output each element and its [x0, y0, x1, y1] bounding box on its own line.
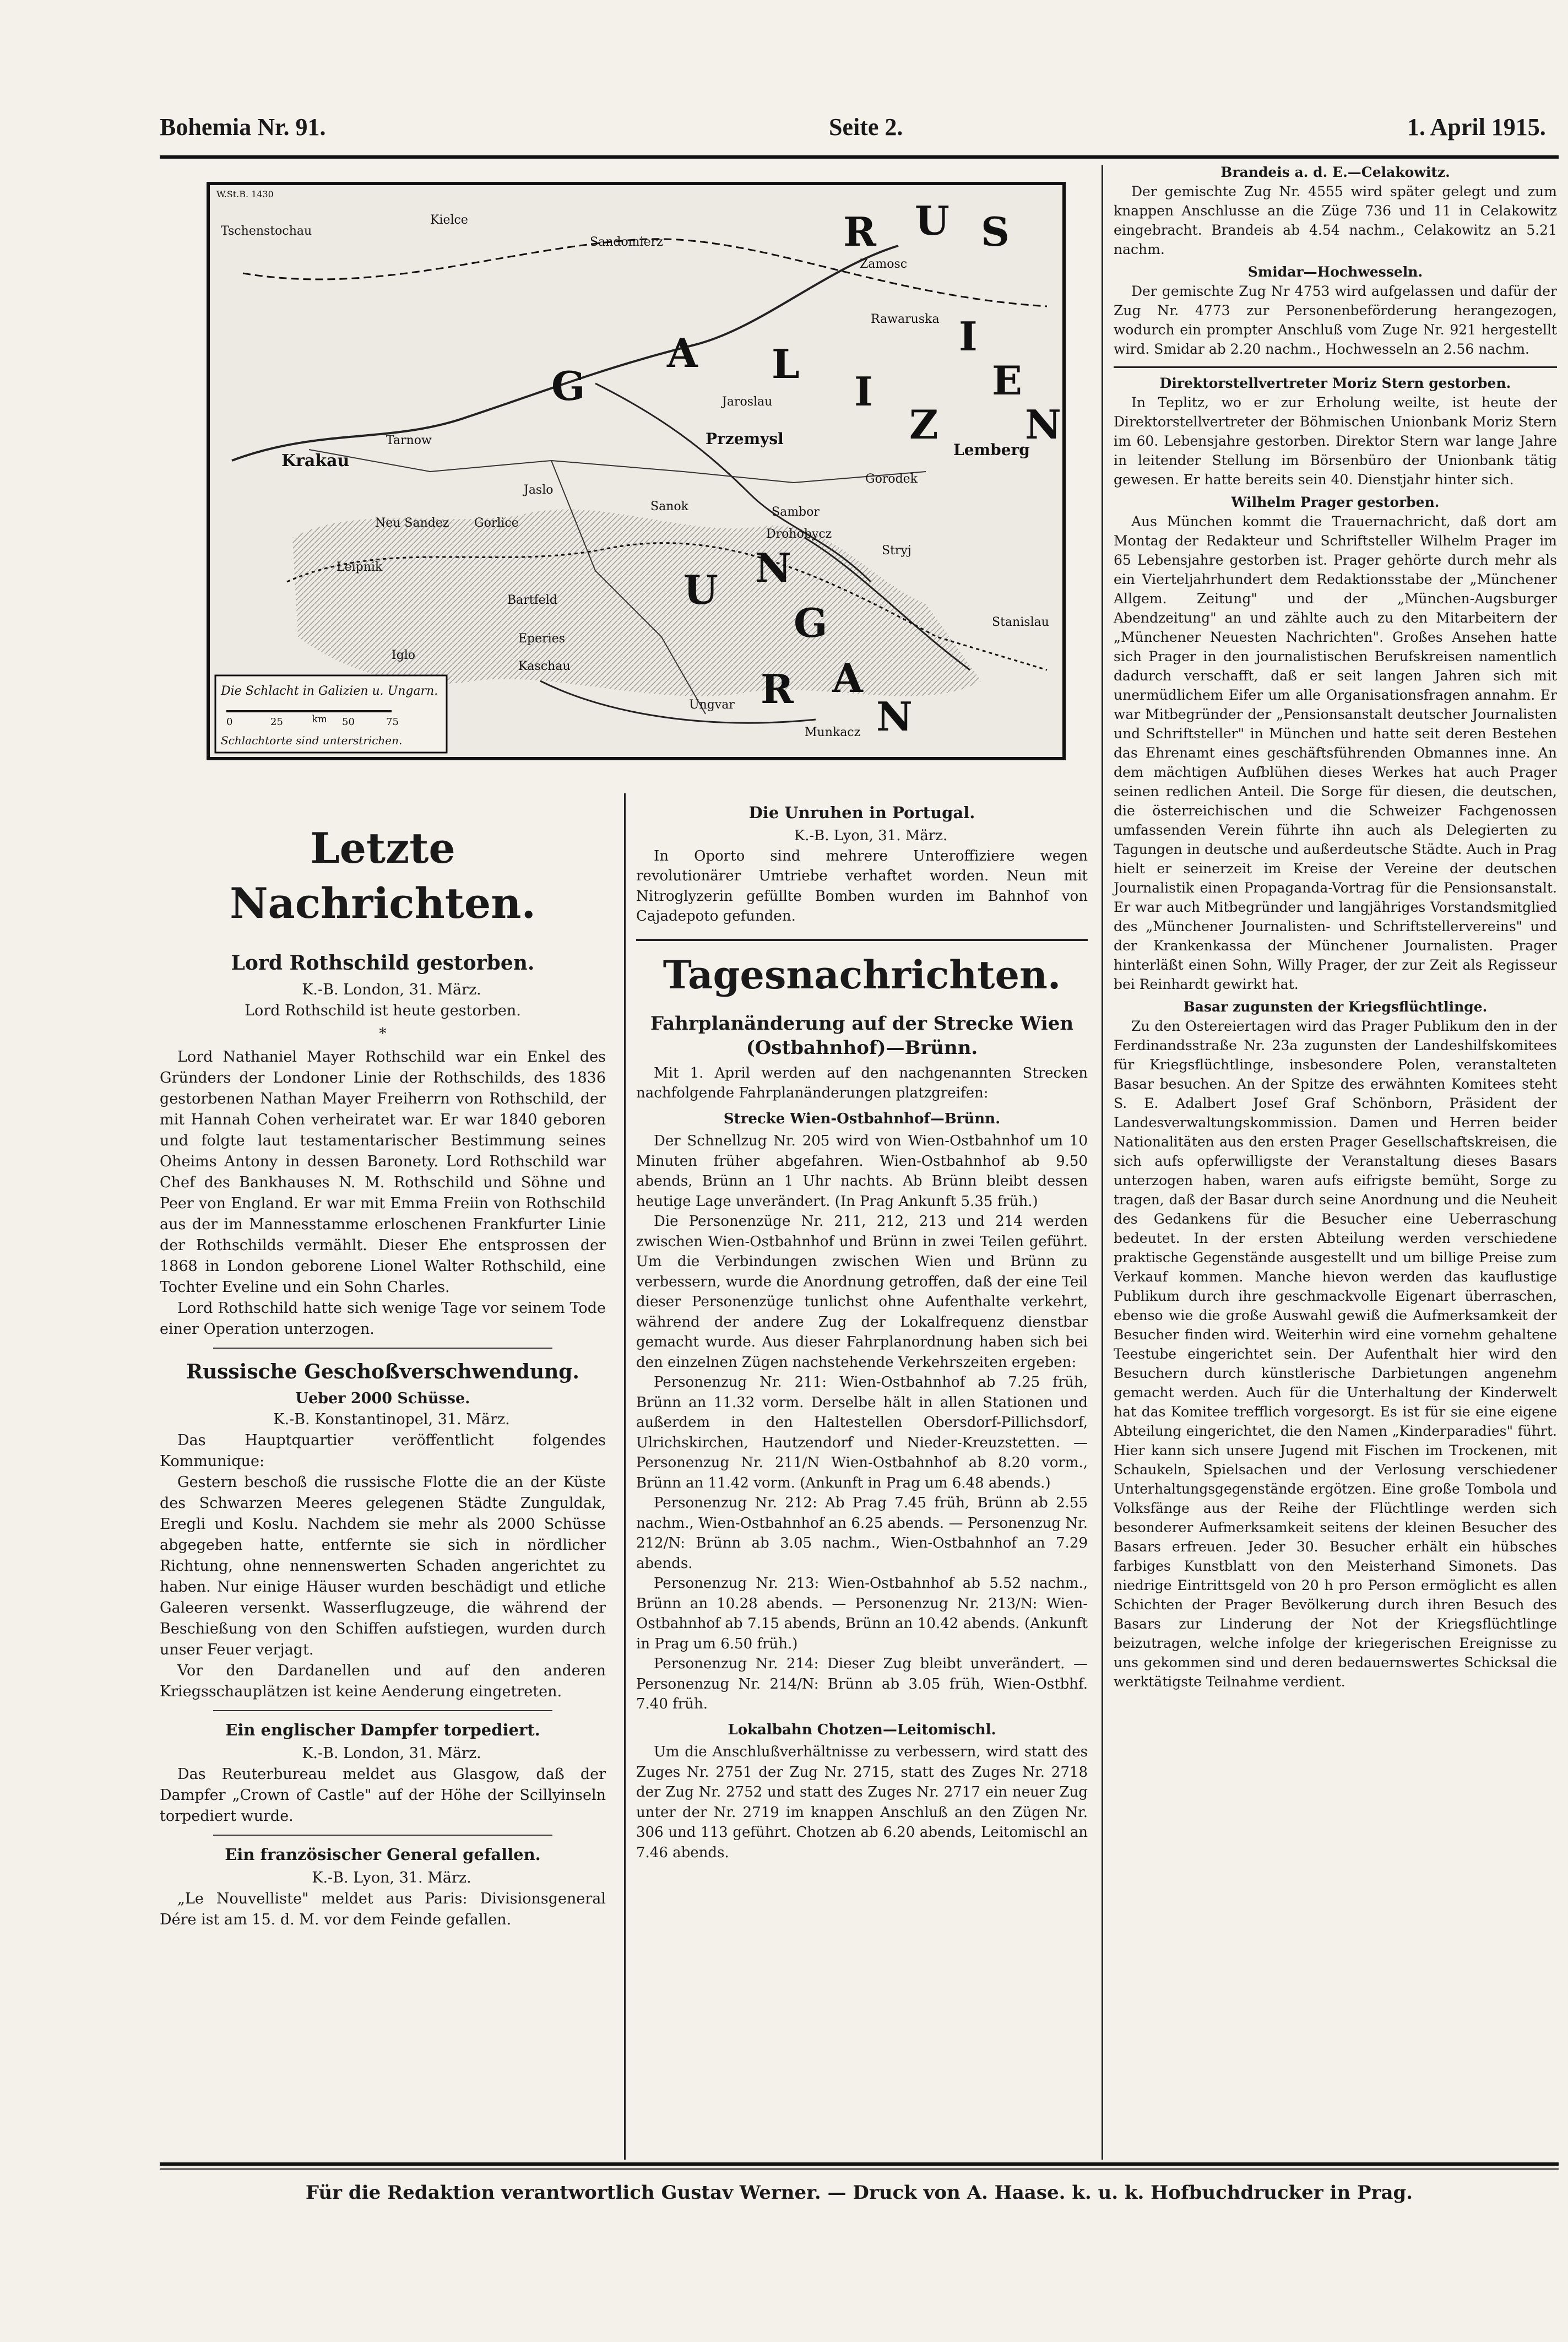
article-body: Personenzug Nr. 214: Dieser Zug bleibt unverändert. — Personenzug Nr. 214/N: Brünn ab 3.05 früh, Wien-Ostbhf. 7.40 früh. — [636, 1656, 1088, 1712]
map-place: Krakau — [281, 451, 350, 470]
map-place: Jaslo — [524, 483, 554, 497]
article-body: Die Personenzüge Nr. 211, 212, 213 und 214 werden zwischen Wien-Ostbahnhof und Brünn in zwei Teilen geführt. Um die Verbindungen zwischen Wien und Brünn zu verbessern, wurde die Anordnung getroffen, daß der eine Teil dieser Personenzüge tunlichst ohne Aufenthalte verkehrt, während der andere Zug der Lokalfrequenz dienstbar gemacht wurde. Aus dieser Fahrplanordnung haben sich bei den einzelnen Zügen nachstehende Verkehrszeiten ergeben: — [636, 1213, 1088, 1371]
dateline: K.-B. Lyon, 31. März. — [312, 1869, 471, 1886]
map-place: Stanislau — [992, 615, 1049, 629]
region-letter: N — [876, 693, 913, 740]
article-lead: Lord Rothschild ist heute gestorben. — [245, 1002, 521, 1019]
footer-rule-thin — [160, 2168, 1559, 2170]
map-place: Neu Sandez — [375, 516, 449, 530]
masthead-left: Bohemia Nr. 91. — [160, 113, 326, 140]
region-letter: N — [755, 544, 791, 591]
article-headline: Fahrplanänderung auf der Strecke Wien (Ostbahnhof)—Brünn. — [650, 1012, 1074, 1059]
region-letter: Z — [909, 401, 938, 448]
article-headline: Lord Rothschild gestorben. — [231, 951, 535, 975]
section-rule — [636, 939, 1088, 941]
map-legend — [215, 675, 447, 753]
region-letter: G — [551, 363, 585, 409]
article-headline: Ein französischer General gefallen. — [225, 1845, 541, 1864]
legend-note: Schlachtorte sind unterstrichen. — [221, 734, 403, 747]
left-column — [160, 821, 606, 1930]
article-body: Vor den Dardanellen und auf den anderen Kriegsschauplätzen ist keine Aenderung eingetreten. — [160, 1662, 606, 1700]
article-body: „Le Nouvelliste" meldet aus Paris: Divisionsgeneral Dére ist am 15. d. M. vor dem Feinde gefallen. — [160, 1890, 606, 1928]
imprint: Für die Redaktion verantwortlich Gustav Werner. — Druck von A. Haase. k. u. k. Hofbuchdrucker in Prag. — [305, 2182, 1413, 2204]
article-body: In Oporto sind mehrere Unteroffiziere wegen revolutionärer Umtriebe verhaftet worden. Neun mit Nitroglyzerin gefüllte Bomben wurden im Bahnhof von Cajadepoto gefunden. — [636, 847, 1088, 924]
article-body: Zu den Ostereiertagen wird das Prager Publikum den in der Ferdinandsstraße Nr. 23a zugunsten der Landeshilfskomitees für Kriegsflüchtlinge, insbesondere Polen, veranstalteten Basar besuchen. An der Spitze des erwähnten Komitees steht S. E. Adalbert Josef Graf Schönborn, Präsident der Landesverwaltungskommission. Damen und Herren beider Nationalitäten aus den ersten Prager Gesellschaftskreisen, die sich aufs opferwilligste der Veranstaltung dieses Basars unterzogen haben, waren aufs eifrigste bemüht, Sorge zu tragen, daß der Basar durch seine Anordnung und die Neuheit des Gedankens für die Besucher eine Ueberraschung bedeutet. In der ersten Abteilung werden verschiedene praktische Gegenstände ausgestellt und um billige Preise zum Verkauf kommen. Manche hievon werden das kauflustige Publikum durch ihre geschmackvolle Eigenart überraschen, ebenso wie die große Auswahl gewiß die Aufmerksamkeit der Besucher finden wird. Weiterhin wird eine vornehm gehaltene Teestube eingerichtet sein. Der Aufenthalt hier wird den Besuchern durch künstlerische Darbietungen angenehm gemacht werden. Auch für die Unterhaltung der Kinderwelt hat das Komitee trefflich vorgesorgt. Es ist für sie eine eigene Abteilung eingerichtet, die den Namen „Kinderparadies" führt. Hier kann sich unsere Jugend mit Fischen im Trockenen, mit Schaukeln, Spielsachen und der Verlosung verschiedener Unterhaltungsgegenstände ergötzen. Eine große Tombola und Volksfänge aus der Reihe der Flüchtlinge werden sich besonderer Aufmerksamkeit seitens der kleinen Besucher des Basars erfreuen. Jeder 30. Besucher erhält ein hübsches farbiges Kunstblatt von den Meisterhand Simonets. Das niedrige Eintrittsgeld von 20 h pro Person ermöglicht es allen Schichten der Prager Bevölkerung durch ihren Besuch des Basars zur Linderung der Not der Kriegsflüchtlinge beizutragen, welche infolge der kriegerischen Ereignisse zu uns gekommen sind und deren bedauernswertes Schicksal die werktätigste Teilnahme verdient. — [1114, 1018, 1557, 1690]
map-svg — [210, 185, 1062, 757]
map-place: Rawaruska — [871, 312, 940, 326]
map-place: Stryj — [882, 544, 911, 558]
battle-map — [207, 182, 1066, 760]
region-letter: U — [683, 566, 718, 613]
map-place: Gorlice — [474, 516, 519, 530]
railway-line — [309, 450, 926, 483]
article-body: Um die Anschlußverhältnisse zu verbessern, wird statt des Zuges Nr. 2751 der Zug Nr. 2715, statt des Zuges Nr. 2718 der Zug Nr. 2752 und statt des Zuges Nr. 2717 ein neuer Zug unter der Nr. 2719 im knappen Anschluß an den Zügen Nr. 306 und 113 geführt. Chotzen ab 6.20 abends, Leitomischl an 7.46 abends. — [636, 1744, 1088, 1861]
article-headline: Ein englischer Dampfer torpediert. — [225, 1721, 540, 1739]
region-letter: I — [959, 313, 978, 360]
right-column — [1114, 163, 1557, 1691]
article-headline: Russische Geschoßverschwendung. — [186, 1360, 579, 1383]
map-place: Bartfeld — [507, 593, 557, 607]
map-place: Przemysl — [706, 430, 784, 448]
region-letter: S — [981, 208, 1010, 255]
map-place: Sanok — [650, 500, 688, 513]
article-body: Mit 1. April werden auf den nachgenannten Strecken nachfolgende Fahrplanänderungen platzgreifen: — [636, 1064, 1088, 1101]
masthead-date: 1. April 1915. — [1407, 113, 1546, 140]
region-letter: E — [992, 357, 1022, 404]
scale-tick: 25 — [270, 716, 283, 728]
article-body: In Teplitz, wo er zur Erholung weilte, ist heute der Direktorstellvertreter der Böhmischen Unionbank Moriz Stern im 60. Lebensjahre gestorben. Direktor Stern war lange Jahre in leitender Stellung im Börsenbüro der Unionbank tätig gewesen. Er hatte bereits sein 40. Dienstjahr hinter sich. — [1114, 394, 1557, 488]
article-separator — [213, 1710, 552, 1711]
article-body: Gestern beschoß die russische Flotte die an der Küste des Schwarzen Meeres gelegenen Städte Zunguldak, Eregli und Koslu. Nachdem sie mehr als 2000 Schüsse abgegeben hatte, entfernte sie sich in nördlicher Richtung, ohne nennenswerten Schaden angerichtet zu haben. Nur einige Häuser wurden beschädigt und etliche Galeeren versenkt. Wasserflugzeuge, die während der Beschießung von den Schiffen aufstiegen, wurden durch unser Feuer verjagt. — [160, 1474, 606, 1658]
article-body: Der gemischte Zug Nr 4753 wird aufgelassen und dafür der Zug Nr. 4773 zur Personenbeförderung herangezogen, wodurch ein prompter Anschluß vom Zuge Nr. 921 hergestellt wird. Smidar ab 2.20 nachm., Hochwesseln an 2.56 nachm. — [1114, 283, 1557, 357]
legend-title: Die Schlacht in Galizien u. Ungarn. — [221, 684, 438, 698]
map-place: Ungvar — [689, 698, 735, 712]
article-body: Lord Nathaniel Mayer Rothschild war ein Enkel des Gründers der Londoner Linie der Rothschilds, des 1836 gestorbenen Nathan Mayer Freiherrn von Rothschild, der mit Hannah Cohen verheiratet war. Er war 1840 geboren und folgte laut testamentarischer Bestimmung seines Oheims Antony in dessen Baronety. Lord Rothschild war Chef des Bankhauses N. M. Rothschild und Söhne und Peer von England. Er war mit Emma Freiin von Rothschild aus der im Mannesstamme erloschenen Frankfurter Linie der Rothschilds vermählt. Dieser Ehe entsprossen der 1868 in London geborene Lionel Walter Rothschild, eine Tochter Eveline und ein Sohn Charles. — [160, 1048, 606, 1296]
region-letter: R — [843, 208, 876, 255]
page-number: Seite 2. — [829, 113, 903, 140]
dateline: K.-B. Lyon, 31. März. — [794, 827, 948, 844]
map-place: Sandomierz — [590, 235, 663, 249]
article-headline: Die Unruhen in Portugal. — [748, 803, 975, 822]
article-body: Das Reuterbureau meldet aus Glasgow, daß der Dampfer „Crown of Castle" auf der Höhe der Scillyinseln torpediert wurde. — [160, 1766, 606, 1825]
map-place: Kielce — [430, 213, 468, 227]
article-headline: Wilhelm Prager gestorben. — [1231, 494, 1440, 510]
subsection-headline: Lokalbahn Chotzen—Leitomischl. — [728, 1721, 996, 1738]
carpathian-mountains — [292, 510, 981, 696]
map-place: Zamosc — [860, 257, 908, 271]
separator-star: * — [379, 1025, 387, 1042]
scale-tick: 75 — [386, 716, 399, 728]
region-letter: L — [772, 340, 800, 387]
article-headline: Direktorstellvertreter Moriz Stern gestorben. — [1159, 375, 1511, 391]
map-place: Lemberg — [953, 441, 1030, 459]
article-subheadline: Ueber 2000 Schüsse. — [295, 1390, 470, 1407]
region-letter: A — [832, 655, 863, 701]
subsection-headline: Strecke Wien-Ostbahnhof—Brünn. — [723, 1110, 1001, 1127]
dateline: K.-B. London, 31. März. — [302, 981, 481, 998]
region-letter: A — [667, 329, 698, 376]
map-place: Leipnik — [337, 560, 383, 574]
header-rule — [160, 155, 1559, 159]
article-separator — [213, 1835, 552, 1836]
scale-label: km — [312, 713, 327, 725]
dateline: K.-B. London, 31. März. — [302, 1745, 481, 1762]
map-place: Tschenstochau — [221, 224, 312, 238]
article-separator — [213, 1348, 552, 1349]
map-place: Gorodek — [865, 472, 918, 486]
scale-tick: 50 — [342, 716, 355, 728]
article-body: Aus München kommt die Trauernachricht, daß dort am Montag der Redakteur und Schriftsteller Wilhelm Prager im 65 Lebensjahre gestorben ist. Prager gehörte durch mehr als ein Vierteljahrhundert dem Redaktionsstabe der „Münchener Allgem. Zeitung" und der „München-Augsburger Abendzeitung" an und zählte auch zu den Mitarbeitern der „Münchener Neuesten Nachrichten". Großes Ansehen hatte sich Prager in den journalistischen Berufskreisen namentlich dadurch verschafft, daß er seit langen Jahren sich mit unermüdlichem Eifer um alle Organisationsfragen annahm. Er war Mitbegründer der „Pensionsanstalt deutscher Journalisten und Schriftsteller" in München und hatte seit deren Bestehen das Ehrenamt eines geschäftsführenden Obmannes inne. An dem mächtigen Aufblühen dieses Werkes hat auch Prager seinen redlichen Anteil. Die Sorge für diesen, die deutschen, die österreichischen und die Schweizer Fachgenossen umfassenden Verein führte ihn auch als Delegierten zu Tagungen in deutsche und außerdeutsche Städte. Auch in Prag hielt er seinerzeit im Kreise der Vereine der deutschen Journalistik einen Propaganda-Vortrag für die Pensionsanstalt. Er war auch Mitbegründer und langjähriges Vorstandsmitglied des „Münchener Journalisten- und Schriftstellervereins" und der Krankenkassa der Münchener Journalisten. Prager hinterläßt einen Sohn, Willy Prager, der zur Zeit als Regisseur bei Reinhardt gewirkt hat. — [1114, 513, 1557, 992]
map-place: Munkacz — [805, 726, 861, 739]
article-body: Der Schnellzug Nr. 205 wird von Wien-Ostbahnhof um 10 Minuten früher abgefahren. Wien-Ostbahnhof ab 9.50 abends, Brünn an 1 Uhr nachts. Ab Brünn bleibt dessen heutige Lage unverändert. (In Prag Ankunft 5.35 früh.) — [636, 1133, 1088, 1210]
article-body: Personenzug Nr. 213: Wien-Ostbahnhof ab 5.52 nachm., Brünn an 10.28 abends. — Personenzug Nr. 213/N: Wien-Ostbahnhof ab 7.15 abends, Brünn an 10.42 abends. (Ankunft in Prag um 6.50 früh.) — [636, 1575, 1088, 1652]
subsection-headline: Smidar—Hochwesseln. — [1247, 264, 1423, 280]
footer-rule — [160, 2162, 1559, 2166]
map-place: Eperies — [518, 632, 566, 646]
column-divider — [1102, 165, 1103, 2160]
subsection-headline: Brandeis a. d. E.—Celakowitz. — [1220, 164, 1450, 180]
region-letter: R — [761, 666, 794, 712]
map-place: Iglo — [392, 648, 416, 662]
region-letter: G — [794, 599, 828, 646]
map-place: Drohobycz — [766, 527, 832, 541]
region-letter: I — [854, 368, 873, 415]
article-body: Personenzug Nr. 212: Ab Prag 7.45 früh, Brünn ab 2.55 nachm., Wien-Ostbahnhof an 6.25 abends. — Personenzug Nr. 212/N: Brünn ab 3.05 nachm., Wien-Ostbahnhof an 7.29 abends. — [636, 1495, 1088, 1572]
map-place: Tarnow — [386, 434, 432, 447]
article-body: Personenzug Nr. 211: Wien-Ostbahnhof ab 7.25 früh, Brünn an 11.32 vorm. Derselbe hält in allen Stationen und außerdem in den Haltestellen Obersdorf-Pillichsdorf, Ulrichskirchen, Hautzendorf und Nieder-Kreuzstetten. — Personenzug Nr. 211/N Wien-Ostbahnhof ab 8.20 vorm., Brünn an 11.42 vorm. (Ankunft in Prag um 6.48 abends.) — [636, 1374, 1088, 1491]
scale-tick: 0 — [226, 716, 233, 728]
region-letter: N — [1025, 401, 1061, 448]
map-place: Sambor — [772, 505, 820, 519]
map-place: Kaschau — [518, 659, 571, 673]
map-corner-label: W.St.B. 1430 — [216, 189, 274, 199]
section-rule — [1114, 366, 1557, 368]
region-letter: U — [915, 197, 950, 244]
section-title-tagesnachrichten: Tagesnachrichten. — [663, 951, 1061, 998]
article-body: Lord Rothschild hatte sich wenige Tage vor seinem Tode einer Operation unterzogen. — [160, 1300, 606, 1338]
article-body: Das Hauptquartier veröffentlicht folgendes Kommunique: — [160, 1432, 606, 1470]
section-title-letzte-nachrichten: Letzte Nachrichten. — [230, 824, 536, 928]
middle-column — [636, 802, 1088, 1863]
border-russia — [243, 239, 1047, 306]
map-place: Jaroslau — [722, 395, 773, 409]
article-body: Der gemischte Zug Nr. 4555 wird später gelegt und zum knappen Anschlusse an die Züge 736 und 11 in Celakowitz eingebracht. Brandeis ab 4.54 nachm., Celakowitz an 5.21 nachm. — [1114, 183, 1557, 257]
column-divider — [624, 793, 626, 2160]
dateline: K.-B. Konstantinopel, 31. März. — [273, 1411, 510, 1428]
article-headline: Basar zugunsten der Kriegsflüchtlinge. — [1183, 999, 1488, 1015]
